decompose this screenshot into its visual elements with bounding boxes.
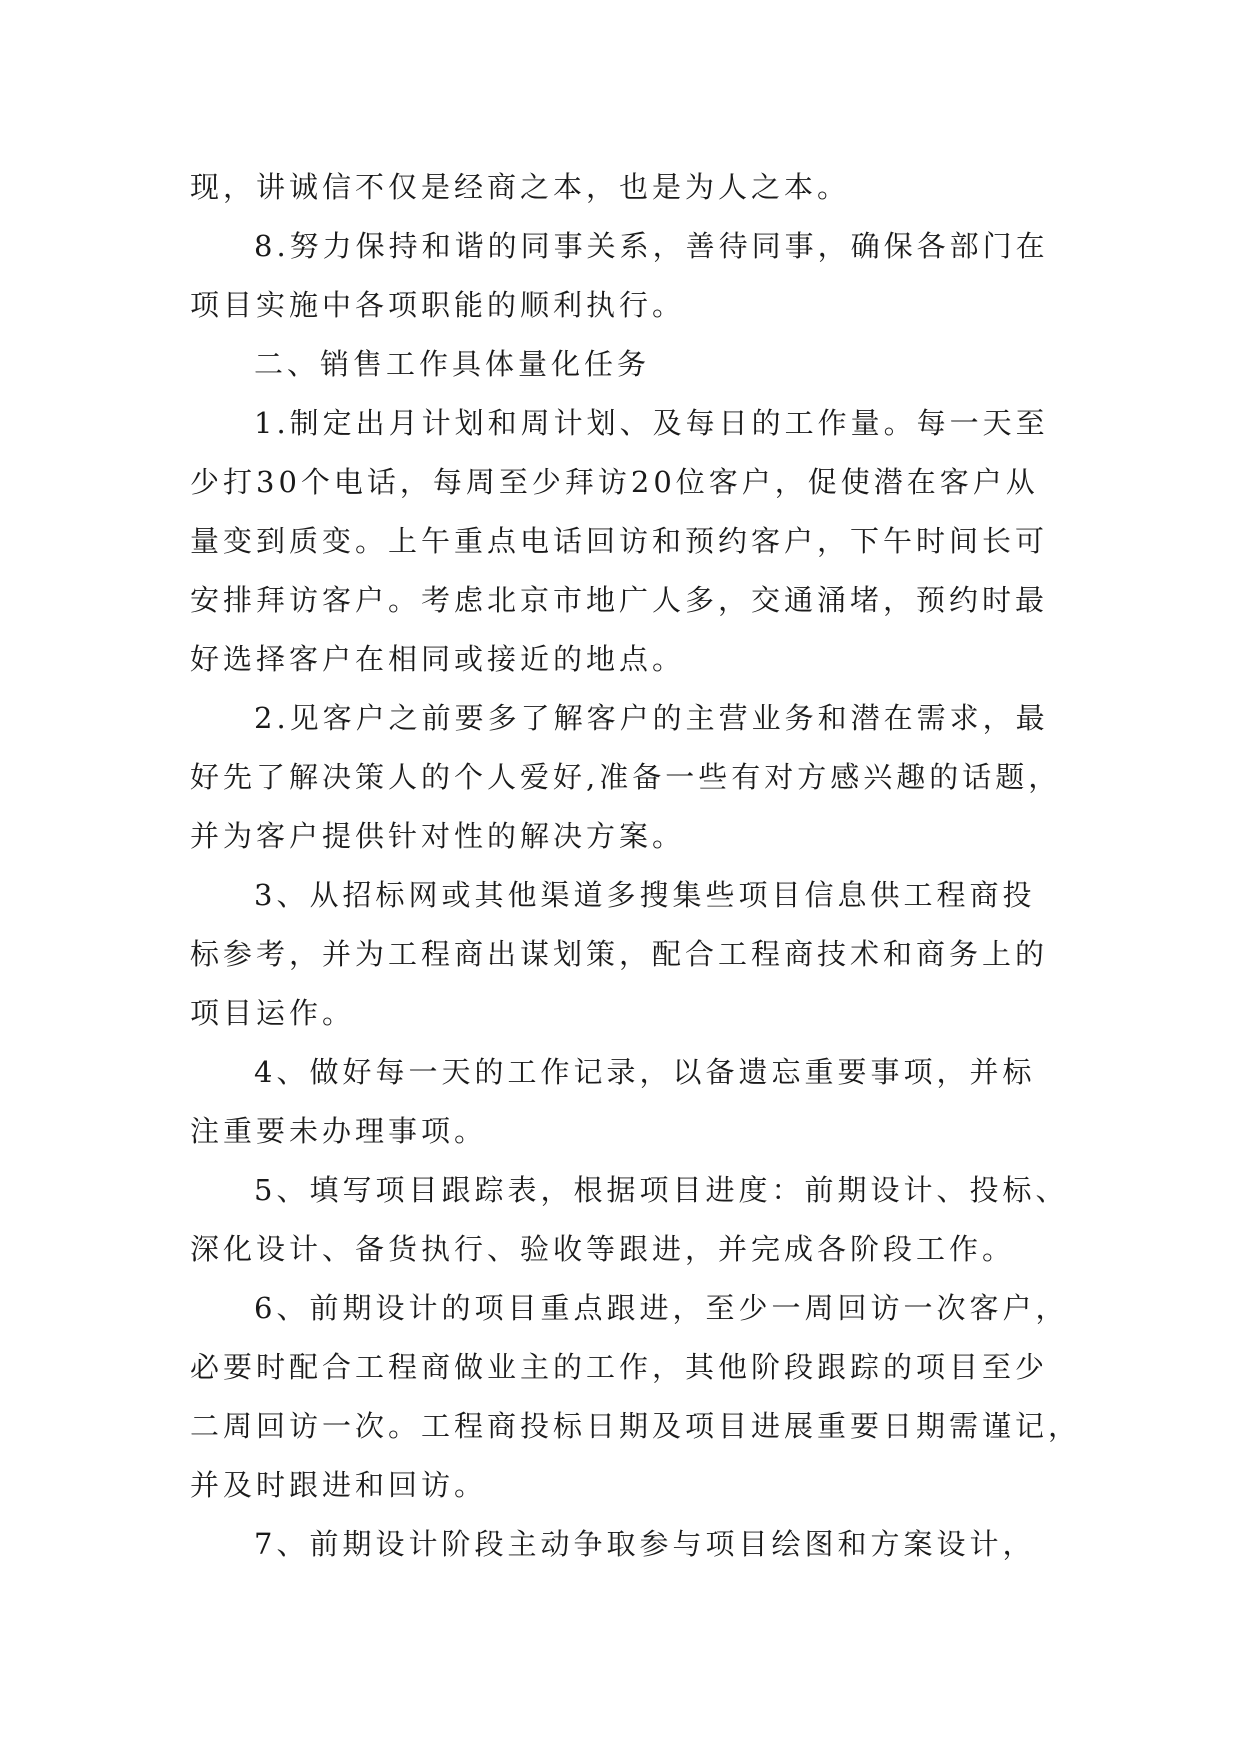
item-2-line-2: 好先了解决策人的个人爱好,准备一些有对方感兴趣的话题， xyxy=(190,760,1062,794)
item-6-line-1: 6、前期设计的项目重点跟进，至少一周回访一次客户， xyxy=(254,1291,1069,1325)
document-body xyxy=(190,158,1082,1574)
item-1-line-3: 量变到质变。上午重点电话回访和预约客户，下午时间长可 xyxy=(190,524,1049,558)
item-1-line-5: 好选择客户在相同或接近的地点。 xyxy=(190,642,686,676)
item-3-line-3: 项目运作。 xyxy=(190,996,356,1030)
item-6-line-4: 并及时跟进和回访。 xyxy=(190,1468,488,1502)
item-5-line-1: 5、填写项目跟踪表，根据项目进度：前期设计、投标、 xyxy=(254,1173,1069,1207)
item-7-line-1: 7、前期设计阶段主动争取参与项目绘图和方案设计， xyxy=(254,1527,1036,1561)
paragraph-8-line-1: 8.努力保持和谐的同事关系，善待同事，确保各部门在 xyxy=(254,229,1049,263)
section-heading: 二、销售工作具体量化任务 xyxy=(254,347,651,381)
item-2-line-3: 并为客户提供针对性的解决方案。 xyxy=(190,819,686,853)
item-6-line-3: 二周回访一次。工程商投标日期及项目进展重要日期需谨记， xyxy=(190,1409,1082,1443)
paragraph-8-line-2: 项目实施中各项职能的顺利执行。 xyxy=(190,288,686,322)
text-line: 现，讲诚信不仅是经商之本，也是为人之本。 xyxy=(190,170,851,204)
item-5-line-2: 深化设计、备货执行、验收等跟进，并完成各阶段工作。 xyxy=(190,1232,1016,1266)
item-4-line-1: 4、做好每一天的工作记录，以备遗忘重要事项，并标 xyxy=(254,1055,1036,1089)
item-4-line-2: 注重要未办理事项。 xyxy=(190,1114,488,1148)
item-1-line-1: 1.制定出月计划和周计划、及每日的工作量。每一天至 xyxy=(254,406,1049,440)
item-1-line-4: 安排拜访客户。考虑北京市地广人多，交通涌堵，预约时最 xyxy=(190,583,1049,617)
item-1-line-2: 少打30个电话，每周至少拜访20位客户，促使潜在客户从 xyxy=(190,465,1039,499)
item-3-line-1: 3、从招标网或其他渠道多搜集些项目信息供工程商投 xyxy=(254,878,1036,912)
item-2-line-1: 2.见客户之前要多了解客户的主营业务和潜在需求，最 xyxy=(254,701,1049,735)
item-6-line-2: 必要时配合工程商做业主的工作，其他阶段跟踪的项目至少 xyxy=(190,1350,1049,1384)
item-3-line-2: 标参考，并为工程商出谋划策，配合工程商技术和商务上的 xyxy=(190,937,1049,971)
